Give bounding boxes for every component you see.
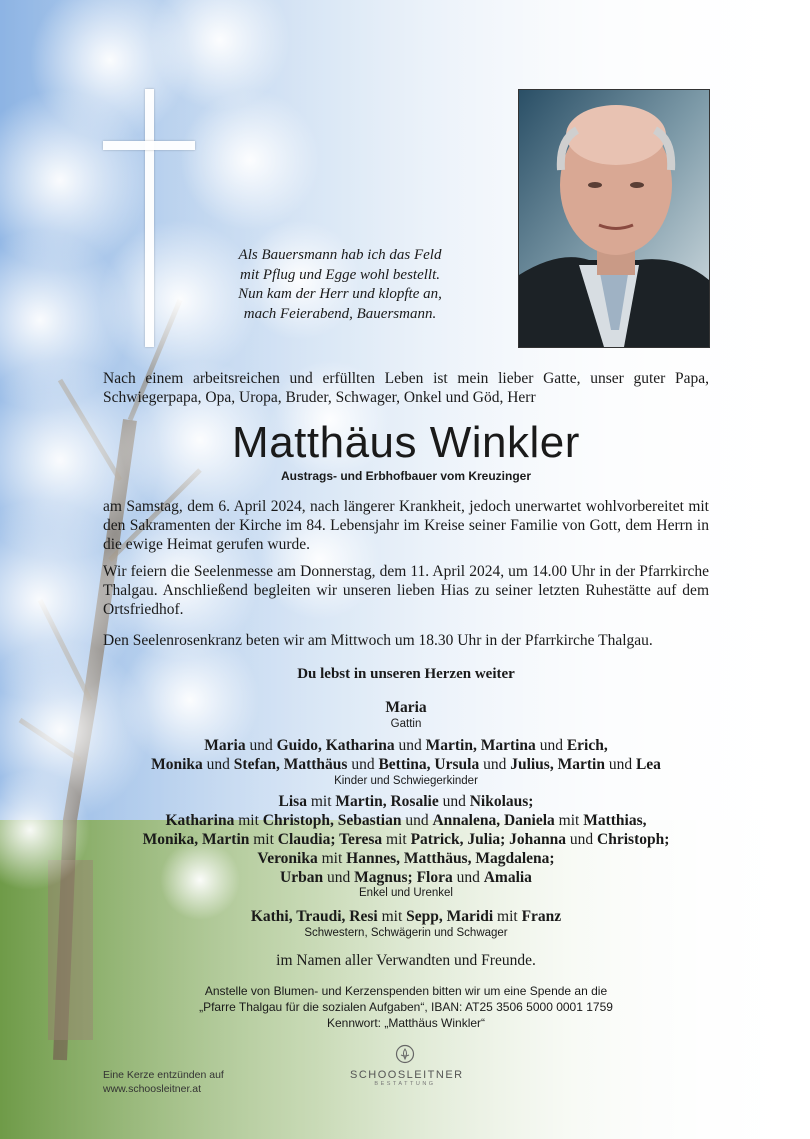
candle-note (103, 1068, 224, 1096)
spouse-name: Maria (385, 699, 427, 716)
donation-line: Anstelle von Blumen- und Kerzenspenden bitten wir um eine Spende an die (204, 984, 608, 998)
family-line: Veronika mit Hannes, Matthäus, Magdalena; (257, 850, 555, 867)
poem-line: mit Pflug und Egge wohl bestellt. (240, 266, 440, 283)
grandchildren-list (103, 792, 709, 887)
family-line: Kathi, Traudi, Resi mit Sepp, Maridi mit Franz (250, 908, 562, 925)
funeral-home-logo (350, 1044, 464, 1087)
children-relation: Kinder und Schwiegerkinder (334, 775, 478, 787)
cross-icon-beam (103, 141, 195, 150)
candle-text: Eine Kerze entzünden auf (103, 1069, 224, 1081)
poem-line: mach Feierabend, Bauersmann. (243, 305, 437, 322)
death-paragraph: am Samstag, dem 6. April 2024, nach längerer Krankheit, jedoch unerwartet wohlvorbereitet mit den Sakramenten der Kirche im 84. Lebensjahr im Kreise seiner Familie von Gott, dem Herrn in die ewige Heimat gerufen wurde. (103, 498, 709, 553)
poem (200, 246, 480, 324)
family-line: Urban und Magnus; Flora und Amalia (280, 869, 532, 886)
donation-line: „Pfarre Thalgau für die sozialen Aufgaben“, IBAN: AT25 3506 5000 0001 1759 (199, 1000, 613, 1014)
children-list (103, 736, 709, 774)
family-line: Monika und Stefan, Matthäus und Bettina, Ursula und Julius, Martin und Lea (151, 756, 661, 773)
grandchildren-relation: Enkel und Urenkel (359, 887, 453, 899)
deceased-title: Austrags- und Erbhofbauer vom Kreuzinger (280, 469, 532, 483)
family-line: Monika, Martin mit Claudia; Teresa mit Patrick, Julia; Johanna und Christoph; (142, 831, 670, 848)
donation-note (103, 983, 709, 1031)
closing-line: im Namen aller Verwandten und Freunde. (276, 952, 536, 969)
candle-link[interactable]: www.schoosleitner.at (103, 1083, 202, 1095)
mass-paragraph: Wir feiern die Seelenmesse am Donnerstag, dem 11. April 2024, um 14.00 Uhr in der Pfarrkirche Thalgau. Anschließend begleiten wir unseren lieben Hias zu seiner letzten Ruhestätte auf dem Ortsfriedhof. (103, 563, 709, 618)
siblings-relation: Schwestern, Schwägerin und Schwager (304, 927, 508, 939)
family-line: Katharina mit Christoph, Sebastian und Annalena, Daniela mit Matthias, (165, 812, 647, 829)
logo-name: SCHOOSLEITNER (350, 1069, 464, 1081)
intro-text: Nach einem arbeitsreichen und erfüllten Leben ist mein lieber Gatte, unser guter Papa, Schwiegerpapa, Opa, Uropa, Bruder, Schwager, Onkel und Göd, Herr (103, 370, 709, 406)
spouse-relation: Gattin (390, 718, 422, 730)
deceased-name: Matthäus Winkler (232, 418, 580, 467)
logo-sub: BESTATTUNG (374, 1081, 436, 1087)
siblings-list (103, 907, 709, 926)
poem-line: Als Bauersmann hab ich das Feld (238, 247, 442, 263)
donation-line: Kennwort: „Matthäus Winkler“ (326, 1016, 486, 1030)
heart-line: Du lebst in unseren Herzen weiter (297, 666, 515, 682)
family-line: Lisa mit Martin, Rosalie und Nikolaus; (278, 793, 534, 810)
rosary-paragraph: Den Seelenrosenkranz beten wir am Mittwoch um 18.30 Uhr in der Pfarrkirche Thalgau. (103, 632, 653, 649)
logo-emblem-icon (395, 1044, 415, 1064)
cross-icon (145, 89, 154, 347)
family-line: Maria und Guido, Katharina und Martin, Martina und Erich, (204, 737, 608, 754)
poem-line: Nun kam der Herr und klopfte an, (238, 286, 442, 302)
portrait-photo (518, 89, 710, 348)
